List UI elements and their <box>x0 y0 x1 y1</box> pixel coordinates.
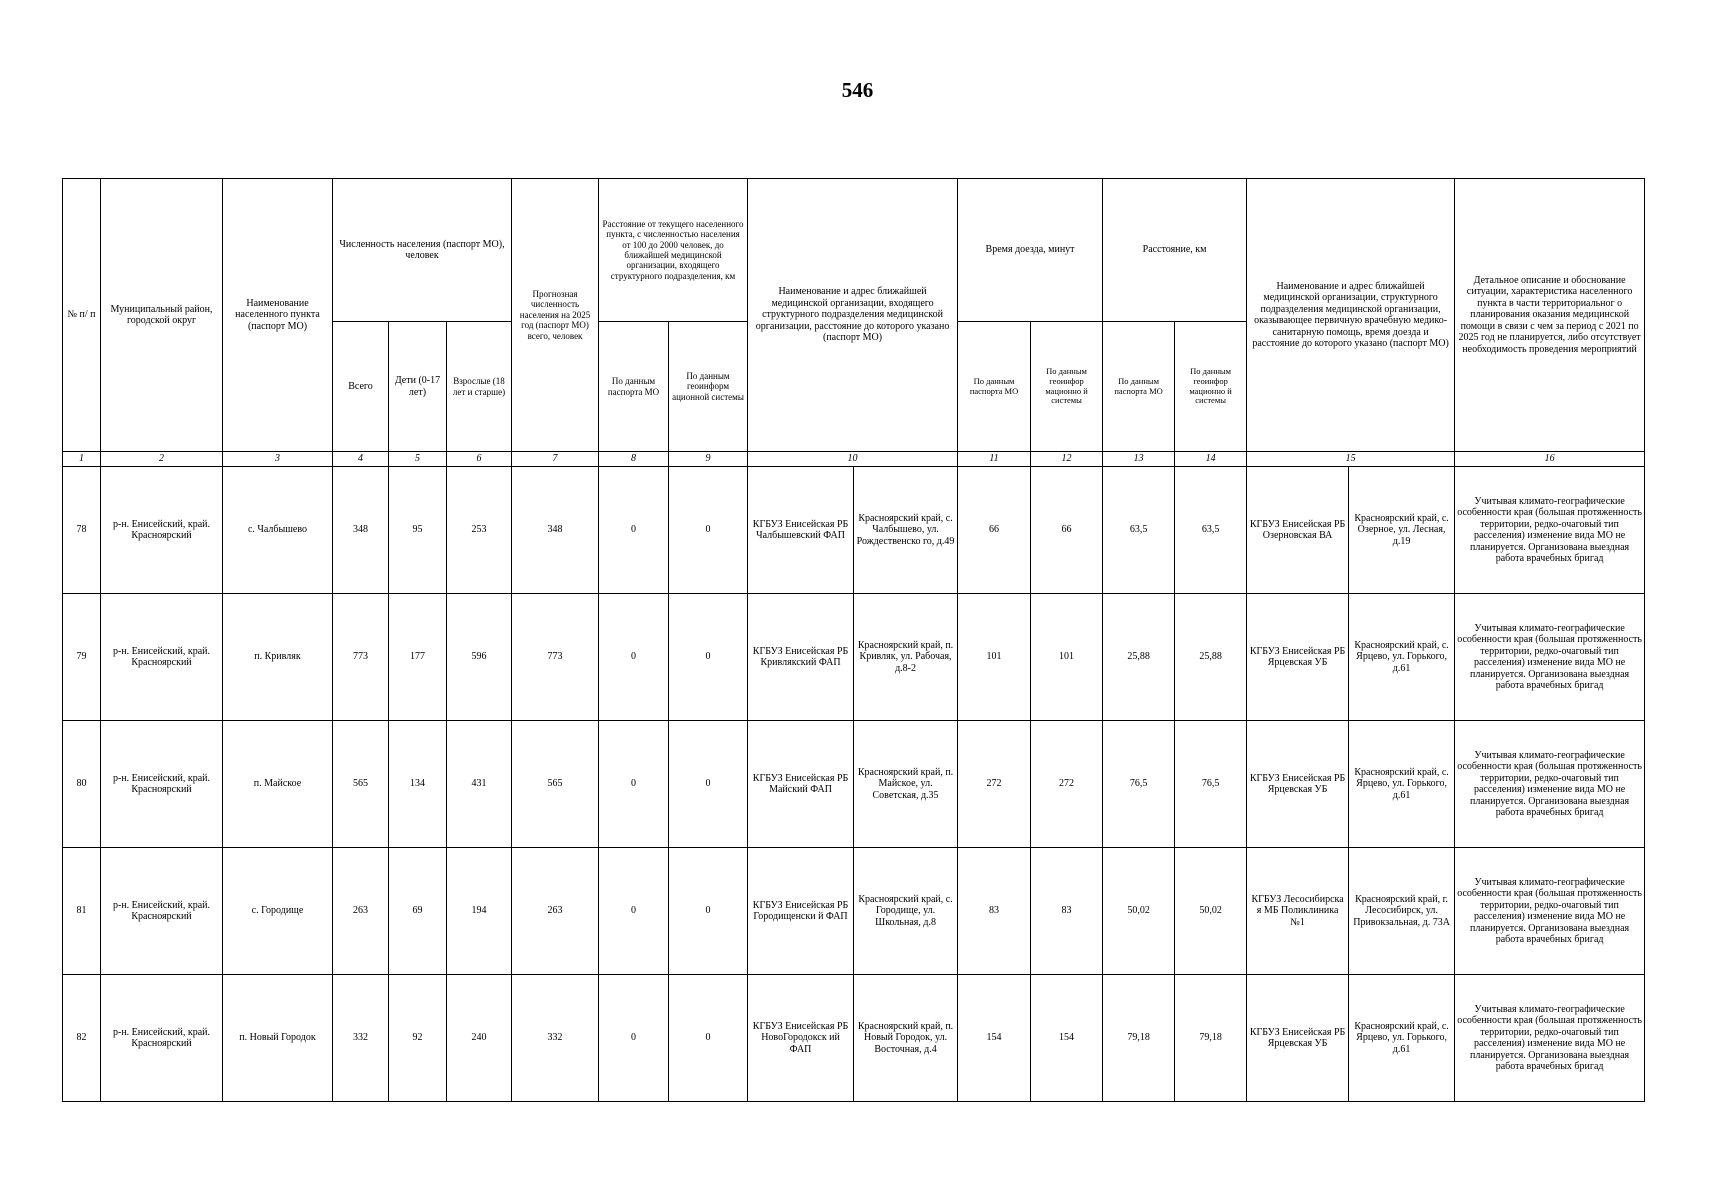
km-passport-cell: 63,5 <box>1103 467 1175 594</box>
distance-passport-cell: 0 <box>599 467 669 594</box>
col-number: 2 <box>101 452 223 467</box>
primary-care-name-cell: КГБУЗ Енисейская РБ Ярцевская УБ <box>1247 975 1349 1102</box>
settlement-cell: с. Чалбышево <box>223 467 333 594</box>
nearest-org-name-cell: КГБУЗ Енисейская РБ Чалбышевский ФАП <box>748 467 854 594</box>
km-gis-cell: 50,02 <box>1175 848 1247 975</box>
population-children-cell: 92 <box>389 975 447 1102</box>
forecast-cell: 773 <box>512 594 599 721</box>
row-number: 81 <box>63 848 101 975</box>
header-km-passport: По данным паспорта МО <box>1103 322 1175 452</box>
table-row <box>63 975 1645 1102</box>
primary-care-address-cell: Красноярский край, г. Лесосибирск, ул. Привокзальная, д. 73А <box>1349 848 1455 975</box>
primary-care-address-cell: Красноярский край, с. Ярцево, ул. Горького, д.61 <box>1349 975 1455 1102</box>
population-adults-cell: 240 <box>447 975 512 1102</box>
col-number: 6 <box>447 452 512 467</box>
col-number: 10 <box>748 452 958 467</box>
header-km-gis: По данным геоинфор мационно й системы <box>1175 322 1247 452</box>
header-forecast: Прогнозная численность населения на 2025 год (паспорт МО) всего, человек <box>512 179 599 452</box>
col-number: 4 <box>333 452 389 467</box>
table-row <box>63 721 1645 848</box>
primary-care-name-cell: КГБУЗ Енисейская РБ Озерновская ВА <box>1247 467 1349 594</box>
header-district: Муниципальный район, городской округ <box>101 179 223 452</box>
time-passport-cell: 101 <box>958 594 1031 721</box>
km-gis-cell: 25,88 <box>1175 594 1247 721</box>
nearest-org-name-cell: КГБУЗ Енисейская РБ Майский ФАП <box>748 721 854 848</box>
forecast-cell: 565 <box>512 721 599 848</box>
table-row <box>63 594 1645 721</box>
col-number: 9 <box>669 452 748 467</box>
row-number: 78 <box>63 467 101 594</box>
distance-passport-cell: 0 <box>599 848 669 975</box>
description-cell: Учитывая климато-географические особенности края (большая протяженность территории, редко-очаговый тип расселения) изменение вида МО не планируется. Организована выездная работа врачебных бригад <box>1455 594 1645 721</box>
col-number: 1 <box>63 452 101 467</box>
col-number: 5 <box>389 452 447 467</box>
distance-passport-cell: 0 <box>599 975 669 1102</box>
population-children-cell: 69 <box>389 848 447 975</box>
forecast-cell: 263 <box>512 848 599 975</box>
col-number: 8 <box>599 452 669 467</box>
header-travel-time-group: Время доезда, минут <box>958 179 1103 322</box>
distance-passport-cell: 0 <box>599 594 669 721</box>
population-children-cell: 134 <box>389 721 447 848</box>
table-row <box>63 848 1645 975</box>
forecast-cell: 332 <box>512 975 599 1102</box>
district-cell: р-н. Енисейский, край. Красноярский <box>101 594 223 721</box>
population-total-cell: 332 <box>333 975 389 1102</box>
nearest-org-address-cell: Красноярский край, п. Майское, ул. Советская, д.35 <box>854 721 958 848</box>
col-number: 15 <box>1247 452 1455 467</box>
km-gis-cell: 79,18 <box>1175 975 1247 1102</box>
time-gis-cell: 101 <box>1031 594 1103 721</box>
header-row-number: № п/ п <box>63 179 101 452</box>
header-primary-care-org: Наименование и адрес ближайшей медицинской организации, структурного подразделения медицинской организации, оказывающее первичную врачебную медико-санитарную помощь, время доезда и расстояние до которого указано (паспорт МО) <box>1247 179 1455 452</box>
table-header <box>63 179 1645 467</box>
description-cell: Учитывая климато-географические особенности края (большая протяженность территории, редко-очаговый тип расселения) изменение вида МО не планируется. Организована выездная работа врачебных бригад <box>1455 721 1645 848</box>
col-number: 12 <box>1031 452 1103 467</box>
table-body <box>63 467 1645 1102</box>
nearest-org-name-cell: КГБУЗ Енисейская РБ НовоГородокск ий ФАП <box>748 975 854 1102</box>
header-settlement: Наименование населенного пункта (паспорт МО) <box>223 179 333 452</box>
header-total: Всего <box>333 322 389 452</box>
time-gis-cell: 66 <box>1031 467 1103 594</box>
primary-care-address-cell: Красноярский край, с. Озерное, ул. Лесная, д.19 <box>1349 467 1455 594</box>
nearest-org-name-cell: КГБУЗ Енисейская РБ Городищенски й ФАП <box>748 848 854 975</box>
population-adults-cell: 194 <box>447 848 512 975</box>
col-number: 3 <box>223 452 333 467</box>
row-number: 82 <box>63 975 101 1102</box>
time-passport-cell: 272 <box>958 721 1031 848</box>
district-cell: р-н. Енисейский, край. Красноярский <box>101 975 223 1102</box>
header-adults: Взрослые (18 лет и старше) <box>447 322 512 452</box>
population-total-cell: 348 <box>333 467 389 594</box>
population-adults-cell: 596 <box>447 594 512 721</box>
col-number: 14 <box>1175 452 1247 467</box>
km-passport-cell: 76,5 <box>1103 721 1175 848</box>
description-cell: Учитывая климато-географические особенности края (большая протяженность территории, редко-очаговый тип расселения) изменение вида МО не планируется. Организована выездная работа врачебных бригад <box>1455 848 1645 975</box>
settlement-cell: п. Майское <box>223 721 333 848</box>
header-dist-gis: По данным геоинформ ационной системы <box>669 322 748 452</box>
time-passport-cell: 154 <box>958 975 1031 1102</box>
table-row <box>63 467 1645 594</box>
col-number: 11 <box>958 452 1031 467</box>
primary-care-address-cell: Красноярский край, с. Ярцево, ул. Горького, д.61 <box>1349 594 1455 721</box>
district-cell: р-н. Енисейский, край. Красноярский <box>101 848 223 975</box>
population-children-cell: 177 <box>389 594 447 721</box>
nearest-org-address-cell: Красноярский край, с. Чалбышево, ул. Рождественско го, д.49 <box>854 467 958 594</box>
header-children: Дети (0-17 лет) <box>389 322 447 452</box>
km-passport-cell: 25,88 <box>1103 594 1175 721</box>
header-distance-group: Расстояние от текущего населенного пункта, с численностью населения от 100 до 2000 человек, до ближайшей медицинской организации, входящего структурного подразделения, км <box>599 179 748 322</box>
row-number: 80 <box>63 721 101 848</box>
time-gis-cell: 272 <box>1031 721 1103 848</box>
time-gis-cell: 83 <box>1031 848 1103 975</box>
nearest-org-address-cell: Красноярский край, п. Новый Городок, ул. Восточная, д.4 <box>854 975 958 1102</box>
km-passport-cell: 50,02 <box>1103 848 1175 975</box>
header-time-gis: По данным геоинфор мационно й системы <box>1031 322 1103 452</box>
population-children-cell: 95 <box>389 467 447 594</box>
distance-gis-cell: 0 <box>669 467 748 594</box>
col-number: 7 <box>512 452 599 467</box>
settlements-table <box>62 178 1645 1102</box>
primary-care-name-cell: КГБУЗ Енисейская РБ Ярцевская УБ <box>1247 594 1349 721</box>
population-total-cell: 263 <box>333 848 389 975</box>
distance-gis-cell: 0 <box>669 848 748 975</box>
header-distance-km-group: Расстояние, км <box>1103 179 1247 322</box>
nearest-org-address-cell: Красноярский край, п. Кривляк, ул. Рабочая, д.8-2 <box>854 594 958 721</box>
description-cell: Учитывая климато-географические особенности края (большая протяженность территории, редко-очаговый тип расселения) изменение вида МО не планируется. Организована выездная работа врачебных бригад <box>1455 467 1645 594</box>
population-total-cell: 773 <box>333 594 389 721</box>
km-gis-cell: 76,5 <box>1175 721 1247 848</box>
header-dist-passport: По данным паспорта МО <box>599 322 669 452</box>
distance-gis-cell: 0 <box>669 975 748 1102</box>
distance-gis-cell: 0 <box>669 594 748 721</box>
header-nearest-org: Наименование и адрес ближайшей медицинской организации, входящего структурного подразделения медицинской организации, расстояние до которого указано (паспорт МО) <box>748 179 958 452</box>
settlement-cell: с. Городище <box>223 848 333 975</box>
nearest-org-name-cell: КГБУЗ Енисейская РБ Кривлякский ФАП <box>748 594 854 721</box>
nearest-org-address-cell: Красноярский край, с. Городище, ул. Школьная, д.8 <box>854 848 958 975</box>
distance-gis-cell: 0 <box>669 721 748 848</box>
col-number: 13 <box>1103 452 1175 467</box>
population-adults-cell: 431 <box>447 721 512 848</box>
time-gis-cell: 154 <box>1031 975 1103 1102</box>
settlement-cell: п. Кривляк <box>223 594 333 721</box>
col-number: 16 <box>1455 452 1645 467</box>
row-number: 79 <box>63 594 101 721</box>
primary-care-name-cell: КГБУЗ Енисейская РБ Ярцевская УБ <box>1247 721 1349 848</box>
population-adults-cell: 253 <box>447 467 512 594</box>
km-passport-cell: 79,18 <box>1103 975 1175 1102</box>
primary-care-name-cell: КГБУЗ Лесосибирска я МБ Поликлиника №1 <box>1247 848 1349 975</box>
description-cell: Учитывая климато-географические особенности края (большая протяженность территории, редко-очаговый тип расселения) изменение вида МО не планируется. Организована выездная работа врачебных бригад <box>1455 975 1645 1102</box>
district-cell: р-н. Енисейский, край. Красноярский <box>101 467 223 594</box>
header-description: Детальное описание и обоснование ситуации, характеристика населенного пункта в части территориальног о планирования оказания медицинской помощи в связи с чем за период с 2021 по 2025 год не планируется, либо отсутствует необходимость проведения мероприятий <box>1455 179 1645 452</box>
header-time-passport: По данным паспорта МО <box>958 322 1031 452</box>
forecast-cell: 348 <box>512 467 599 594</box>
km-gis-cell: 63,5 <box>1175 467 1247 594</box>
header-population-group: Численность населения (паспорт МО), человек <box>333 179 512 322</box>
page-number: 546 <box>841 78 874 102</box>
distance-passport-cell: 0 <box>599 721 669 848</box>
primary-care-address-cell: Красноярский край, с. Ярцево, ул. Горького, д.61 <box>1349 721 1455 848</box>
settlement-cell: п. Новый Городок <box>223 975 333 1102</box>
population-total-cell: 565 <box>333 721 389 848</box>
district-cell: р-н. Енисейский, край. Красноярский <box>101 721 223 848</box>
time-passport-cell: 83 <box>958 848 1031 975</box>
time-passport-cell: 66 <box>958 467 1031 594</box>
